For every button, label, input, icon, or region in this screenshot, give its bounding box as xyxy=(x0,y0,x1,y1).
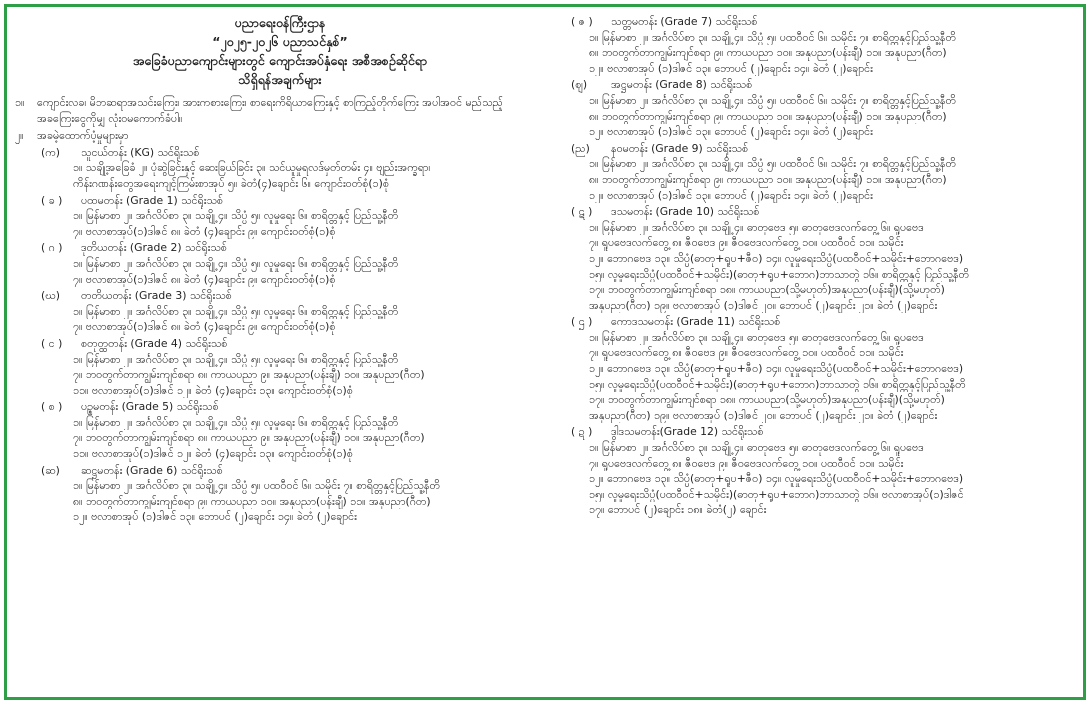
grade-item-line: ၁၂။ ဗလာစာအုပ် (၁)ဒါဇင် ၁၃။ ဘောပင် (၂)ချောင်း ၁၄။ ခဲတံ (၂)ချောင်း xyxy=(589,61,873,75)
grade-section xyxy=(559,77,1079,139)
grade-section xyxy=(15,145,545,192)
grade-item-line: ၁။ မြန်မာစာ ၂။ အင်္ဂလိပ်စာ ၃။ သချို့ ၄။ ဓာတုဗေဒ ၅။ ဓာတုဗေဒလက်တွေ့ ၆။ ရူပဗေဒ xyxy=(589,220,924,234)
grade-item-line: ၇။ ဗလာစာအုပ်(၁)ဒါဇင် ၈။ ခဲတံ (၄)ချောင်း ၉။ ကျောင်းဝတ်စုံ(၁)စုံ xyxy=(73,272,336,286)
grade-section xyxy=(559,314,1079,423)
grade-item-line: ၁၅။ လူမှုရေးသိပ္ပံ(ပထဝီဝင်+သမိုင်း)(ဓာတု+ရူပ+ဘောဂ)ဘာသာတွဲ ၁၆။ စာရိတ္တနှင့်ပြည်သူ့နီတိ xyxy=(589,377,966,391)
grade-section xyxy=(15,240,545,287)
title-line: အခြေခံပညာကျောင်းများတွင် ကျောင်းအပ်နှံရေး အစီအစဉ်ဆိုင်ရာ xyxy=(132,53,428,68)
grade-item-line: ၁၂။ ဗလာစာအုပ် (၁)ဒါဇင် ၁၃။ ဘောပင် (၂)ချောင်း ၁၄။ ခဲတံ (၂)ချောင်း xyxy=(589,188,873,202)
grade-item-line: ၁။ မြန်မာစာ ၂။ အင်္ဂလိပ်စာ ၃။ သချို့ ၄။ သိပ္ပံ ၅။ ပထဝီဝင် ၆။ သမိုင်း ၇။ စာရိတ္တနှင့်ပြည်သူ့နီတိ xyxy=(589,157,956,171)
grade-heading xyxy=(15,463,545,479)
grade-title: သူငယ်တန်း (KG) သင်ရိုးသစ် xyxy=(81,145,200,159)
grade-item-line: ၁၅။ လူမှုရေးသိပ္ပံ(ပထဝီဝင်+သမိုင်း)(ဓာတု+ရူပ+ဘောဂ)ဘာသာတွဲ ၁၆။ စာရိတ္တနှင့် ပြည်သူ့နီတိ xyxy=(589,267,970,281)
paragraph-text: ကျောင်းလခ၊ မိဘဆရာအသင်းကြေး၊ အားကစားကြေး၊ စာရေးကိရိယာကြေးနှင့် စာကြည့်တိုက်ကြေး အပါအဝင် မည်သည့်အခကြေးငွေကိုမျှ လုံးဝမကောက်ခံပါ။ xyxy=(37,96,503,125)
grade-item-line: ၁၂။ ဘောဂဗေဒ ၁၃။ သိပ္ပံ(ဓာတု+ရူပ+ဇီဝ) ၁၄။ လူမှုရေးသိပ္ပံ(ပထဝီဝင်+သမိုင်း+ဘောဂဗေဒ) xyxy=(589,472,964,486)
grade-item-line: ၁၁။ ဗလာစာအုပ်(၁)ဒါဇင် ၁၂။ ခဲတံ (၄)ချောင်း ၁၃။ ကျောင်းဝတ်စုံ(၁)စုံ xyxy=(73,447,353,461)
grade-title: သတ္တမတန်း (Grade 7) သင်ရိုးသစ် xyxy=(611,15,758,28)
grade-label: ( ဌ ) xyxy=(571,315,593,329)
grade-item-line: ၁။ မြန်မာစာ ၂။ အင်္ဂလိပ်စာ ၃။ သချို့ ၄။ သိပ္ပံ ၅။ လူမှုရေး ၆။ စာရိတ္တနှင့် ပြည်သူ့နီတိ xyxy=(73,352,399,366)
grade-heading xyxy=(559,141,1079,157)
grade-item-line: ၁။ မြန်မာစာ ၂။ အင်္ဂလိပ်စာ ၃။ သချို့ ၄။ သိပ္ပံ ၅။ လူမှုရေး ၆။ စာရိတ္တနှင့် ပြည်သူ့နီတိ xyxy=(73,415,399,429)
title-line: “၂၀၂၅-၂၀၂၆ ပညာသင်နှစ်” xyxy=(212,34,348,49)
grade-heading xyxy=(559,424,1079,440)
grade-label: (ည) xyxy=(571,141,590,155)
grade-item-line: ၁၇။ ဘောပင် (၂)ချောင်း ၁၈။ ခဲတံ(၂) ချောင်း xyxy=(589,503,767,517)
grade-item-line: ၈။ ဘဝတွက်တာကျွမ်းကျင်စရာ ၉။ ကာယပညာ ၁၀။ အနုပညာ(ပန်းချီ) ၁၁။ အနုပညာ(ဂီတ) xyxy=(589,172,947,186)
grade-title: အဋ္ဌမတန်း (Grade 8) သင်ရိုးသစ် xyxy=(611,78,753,92)
grade-item-line: အနုပညာ(ဂီတ) ၁၉။ ဗလာစာအုပ် (၁)ဒါဇင် ၂၀။ ဘောပင် (၂)ချောင်း ၂၁။ ခဲတံ (၂)ချောင်း xyxy=(589,408,938,422)
title-line: သိရှိရန်အချက်များ xyxy=(238,72,322,87)
grade-title: စတုတ္ထတန်း (Grade 4) သင်ရိုးသစ် xyxy=(81,336,228,350)
grade-label: ( စ ) xyxy=(41,400,63,414)
paragraph-number: ၁။ xyxy=(15,96,25,109)
grade-item-line: ၁။ မြန်မာစာ ၂။ အင်္ဂလိပ်စာ ၃။ သချို့ ၄။ သိပ္ပံ ၅။ ပထဝီဝင် ၆။ သမိုင်း ၇။ စာရိတ္တနှင့်ပြည်သူ့နီတိ xyxy=(589,93,956,107)
title-line: ပညာရေးဝန်ကြီးဌာန xyxy=(234,15,326,30)
right-column xyxy=(559,13,1079,518)
grade-label: ( င ) xyxy=(41,336,63,350)
grade-section xyxy=(559,141,1079,203)
grade-section xyxy=(559,424,1079,518)
grade-item-line: ၇။ ရူပဗေဒလက်တွေ့ ၈။ ဇီဝဗေဒ ၉။ ဇီဝဗေဒလက်တွေ့ ၁၀။ ပထဝီဝင် ၁၁။ သမိုင်း xyxy=(589,456,904,470)
grade-title: ဆဋ္ဌမတန်း (Grade 6) သင်ရိုးသစ် xyxy=(81,463,223,477)
grade-section xyxy=(15,463,545,525)
grade-item-line: ၁၂။ ဗလာစာအုပ် (၁)ဒါဇင် ၁၃။ ဘောပင် (၂)ချောင်း ၁၄။ ခဲတံ (၂)ချောင်း xyxy=(73,510,357,524)
grade-heading xyxy=(15,336,545,352)
grade-item-line: ၁။ မြန်မာစာ ၂။ အင်္ဂလိပ်စာ ၃။ သချို့ ၄။ ဓာတုဗေဒ ၅။ ဓာတုဗေဒလက်တွေ့ ၆။ ရူပဗေဒ xyxy=(589,441,924,455)
grade-item-line: ၈။ ဘဝတွက်တာကျွမ်းကျင်စရာ ၉။ ကာယပညာ ၁၀။ အနုပညာ(ပန်းချီ) ၁၁။ အနုပညာ(ဂီတ) xyxy=(589,109,947,123)
grade-section xyxy=(559,14,1079,76)
grade-item-line: ၁။ မြန်မာစာ ၂။ အင်္ဂလိပ်စာ ၃။ သချို့ ၄။ သိပ္ပံ ၅။ ပထဝီဝင် ၆။ သမိုင်း ၇။ စာရိတ္တနှင့်ပြည်သူ့နီတိ xyxy=(73,479,440,493)
grade-item-line: ၁။ မြန်မာစာ ၂။ အင်္ဂလိပ်စာ ၃။ သချို့ ၄။ သိပ္ပံ ၅။ လူမှုရေး ၆။ စာရိတ္တနှင့် ပြည်သူ့နီတိ xyxy=(73,209,399,223)
grade-item-line: ၁။ သချို့အခြေခံ ၂။ ပုံဆွဲခြင်းနှင့် ဆေးခြယ်ခြင်း ၃။ သင်ယူမှုရလဒ်မှတ်တမ်း ၄။ ဗျည်းအက္ခရာ၊ xyxy=(73,161,431,175)
grade-item-line: ၇။ ဗလာစာအုပ်(၁)ဒါဇင် ၈။ ခဲတံ (၄)ချောင်း ၉။ ကျောင်းဝတ်စုံ(၁)စုံ xyxy=(73,224,336,238)
grade-title: ဒသမတန်း (Grade 10) သင်ရိုးသစ် xyxy=(611,205,760,219)
paragraph-number: ၂။ xyxy=(15,129,24,143)
grade-item-line: ၁၂။ ဘောဂဗေဒ ၁၃။ သိပ္ပံ(ဓာတု+ရူပ+ဇီဝ) ၁၄။ လူမှုရေးသိပ္ပံ(ပထဝီဝင်+သမိုင်း+ဘောဂဗေဒ) xyxy=(589,362,964,376)
grade-title: နဝမတန်း (Grade 9) သင်ရိုးသစ် xyxy=(611,141,749,155)
notice-title xyxy=(15,13,545,89)
grade-title: ကောဒသမတန်း (Grade 11) သင်ရိုးသစ် xyxy=(611,315,781,329)
grade-title: ဒုတိယတန်း (Grade 2) သင်ရိုးသစ် xyxy=(81,241,227,255)
grade-heading xyxy=(559,14,1079,30)
grade-label: ( ဍ ) xyxy=(571,425,593,439)
grade-section xyxy=(15,399,545,461)
grade-item-line: ၁။ မြန်မာစာ ၂။ အင်္ဂလိပ်စာ ၃။ သချို့ ၄။ သိပ္ပံ ၅။ လူမှုရေး ၆။ စာရိတ္တနှင့် ပြည်သူ့နီတိ xyxy=(73,304,399,318)
notice-frame xyxy=(4,4,1086,700)
grade-section xyxy=(15,336,545,398)
grade-item-line: ၁။ မြန်မာစာ ၂။ အင်္ဂလိပ်စာ ၃။ သချို့ ၄။ ဓာတုဗေဒ ၅။ ဓာတုဗေဒလက်တွေ့ ၆။ ရူပဗေဒ xyxy=(589,330,924,344)
grade-item-line: အနုပညာ(ဂီတ) ၁၉။ ဗလာစာအုပ် (၁)ဒါဇင် ၂၀။ ဘောပင် (၂)ချောင်း ၂၁။ ခဲတံ (၂)ချောင်း xyxy=(589,298,938,312)
grade-heading xyxy=(15,145,545,161)
grade-label: (က) xyxy=(41,145,60,159)
grade-section xyxy=(15,288,545,335)
grade-item-line: ၁၁။ ဗလာစာအုပ်(၁)ဒါဇင် ၁၂။ ခဲတံ (၄)ချောင်း ၁၃။ ကျောင်းဝတ်စုံ(၁)စုံ xyxy=(73,383,353,397)
grade-label: ( ဂ ) xyxy=(41,241,63,255)
grade-heading xyxy=(15,399,545,415)
grade-label: (ဈ) xyxy=(571,78,588,92)
grade-item-line: ၈။ ဘဝတွက်တာကျွမ်းကျင်စရာ ၉။ ကာယပညာ ၁၀။ အနုပညာ(ပန်းချီ) ၁၁။ အနုပညာ(ဂီတ) xyxy=(589,46,947,60)
grade-label: ( ဇ ) xyxy=(571,15,593,28)
grade-item-line: ၇။ ဗလာစာအုပ်(၁)ဒါဇင် ၈။ ခဲတံ (၄)ချောင်း ၉။ ကျောင်းဝတ်စုံ(၁)စုံ xyxy=(73,320,336,334)
right-grade-list xyxy=(559,14,1079,518)
grade-title: ပဥ္စမတန်း (Grade 5) သင်ရိုးသစ် xyxy=(81,400,219,414)
grade-item-line: ၁။ မြန်မာစာ ၂။ အင်္ဂလိပ်စာ ၃။ သချို့ ၄။ သိပ္ပံ ၅။ ပထဝီဝင် ၆။ သမိုင်း ၇။ စာရိတ္တနှင့်ပြည်သူ့နီတိ xyxy=(589,30,956,44)
left-grade-list xyxy=(15,145,545,525)
grade-heading xyxy=(559,314,1079,330)
grade-item-line: ၁၇။ ဘဝတွက်တာကျွမ်းကျင်စရာ ၁၈။ ကာယပညာ(သို့မဟုတ်)အနုပညာ(ပန်းချီ)(သို့မဟုတ်) xyxy=(589,393,945,407)
grade-label: (ဆ) xyxy=(41,463,60,477)
grade-label: ( ခ ) xyxy=(41,193,63,207)
grade-item-line: ၁၂။ ဘောဂဗေဒ ၁၃။ သိပ္ပံ(ဓာတု+ရူပ+ဇီဝ) ၁၄။ လူမှုရေးသိပ္ပံ(ပထဝီဝင်+သမိုင်း+ဘောဂဗေဒ) xyxy=(589,251,964,265)
paragraph-fees xyxy=(15,95,545,126)
grade-item-line: ၁၅။ လူမှုရေးသိပ္ပံ(ပထဝီဝင်+သမိုင်း)(ဓာတု+ရူပ+ဘောဂ)ဘာသာတွဲ ၁၆။ ဗလာစာအုပ်(၁)ဒါဇင် xyxy=(589,487,964,501)
grade-item-line: ၁၂။ ဗလာစာအုပ် (၁)ဒါဇင် ၁၃။ ဘောပင် (၂)ချောင်း ၁၄။ ခဲတံ (၂)ချောင်း xyxy=(589,125,873,139)
grade-item-line: ကိန်းဂဏန်းတွေအရေးကျင့်ကြမ်းစာအုပ် ၅။ ခဲတံ(၄)ချောင်း ၆။ ကျောင်းဝတ်စုံ(၁)စုံ xyxy=(73,176,389,190)
grade-heading xyxy=(559,77,1079,93)
grade-item-line: ၈။ ဘဝတွက်တာကျွမ်းကျင်စရာ ၉။ ကာယပညာ ၁၀။ အနုပညာ(ပန်းချီ) ၁၁။ အနုပညာ(ဂီတ) xyxy=(73,494,431,508)
grade-label: ( ဋ ) xyxy=(571,205,593,219)
grade-label: (ဃ) xyxy=(41,289,60,303)
grade-item-line: ၁။ မြန်မာစာ ၂။ အင်္ဂလိပ်စာ ၃။ သချို့ ၄။ သိပ္ပံ ၅။ လူမှုရေး ၆။ စာရိတ္တနှင့် ပြည်သူ့နီတိ xyxy=(73,256,399,270)
grade-heading xyxy=(559,204,1079,220)
grade-section xyxy=(15,193,545,240)
paragraph-text: အခမဲ့ထောက်ပံ့မှုများမှာ xyxy=(37,129,129,143)
paragraph-free-support xyxy=(15,128,545,144)
grade-item-line: ၇။ ရူပဗေဒလက်တွေ့ ၈။ ဇီဝဗေဒ ၉။ ဇီဝဗေဒလက်တွေ့ ၁၀။ ပထဝီဝင် ၁၁။ သမိုင်း xyxy=(589,346,904,360)
grade-heading xyxy=(15,193,545,209)
grade-item-line: ၇။ ဘဝတွက်တာကျွမ်းကျင်စရာ ၈။ ကာယပညာ ၉။ အနုပညာ(ပန်းချီ) ၁၀။ အနုပညာ(ဂီတ) xyxy=(73,368,425,382)
grade-title: ပထမတန်း (Grade 1) သင်ရိုးသစ် xyxy=(81,193,223,207)
grade-heading xyxy=(15,240,545,256)
grade-item-line: ၁၇။ ဘဝတွက်တာကျွမ်းကျင်စရာ ၁၈။ ကာယပညာ(သို့မဟုတ်)အနုပညာ(ပန်းချီ)(သို့မဟုတ်) xyxy=(589,283,945,297)
left-column xyxy=(15,13,545,525)
grade-title: တတိယတန်း (Grade 3) သင်ရိုးသစ် xyxy=(81,289,232,303)
grade-section xyxy=(559,204,1079,313)
grade-item-line: ၇။ ဘဝတွက်တာကျွမ်းကျင်စရာ ၈။ ကာယပညာ ၉။ အနုပညာ(ပန်းချီ) ၁၀။ အနုပညာ(ဂီတ) xyxy=(73,431,425,445)
grade-heading xyxy=(15,288,545,304)
grade-title: ဒွါဒသမတန်း(Grade 12) သင်ရိုးသစ် xyxy=(611,425,764,439)
grade-item-line: ၇။ ရူပဗေဒလက်တွေ့ ၈။ ဇီဝဗေဒ ၉။ ဇီဝဗေဒလက်တွေ့ ၁၀။ ပထဝီဝင် ၁၁။ သမိုင်း xyxy=(589,236,904,250)
